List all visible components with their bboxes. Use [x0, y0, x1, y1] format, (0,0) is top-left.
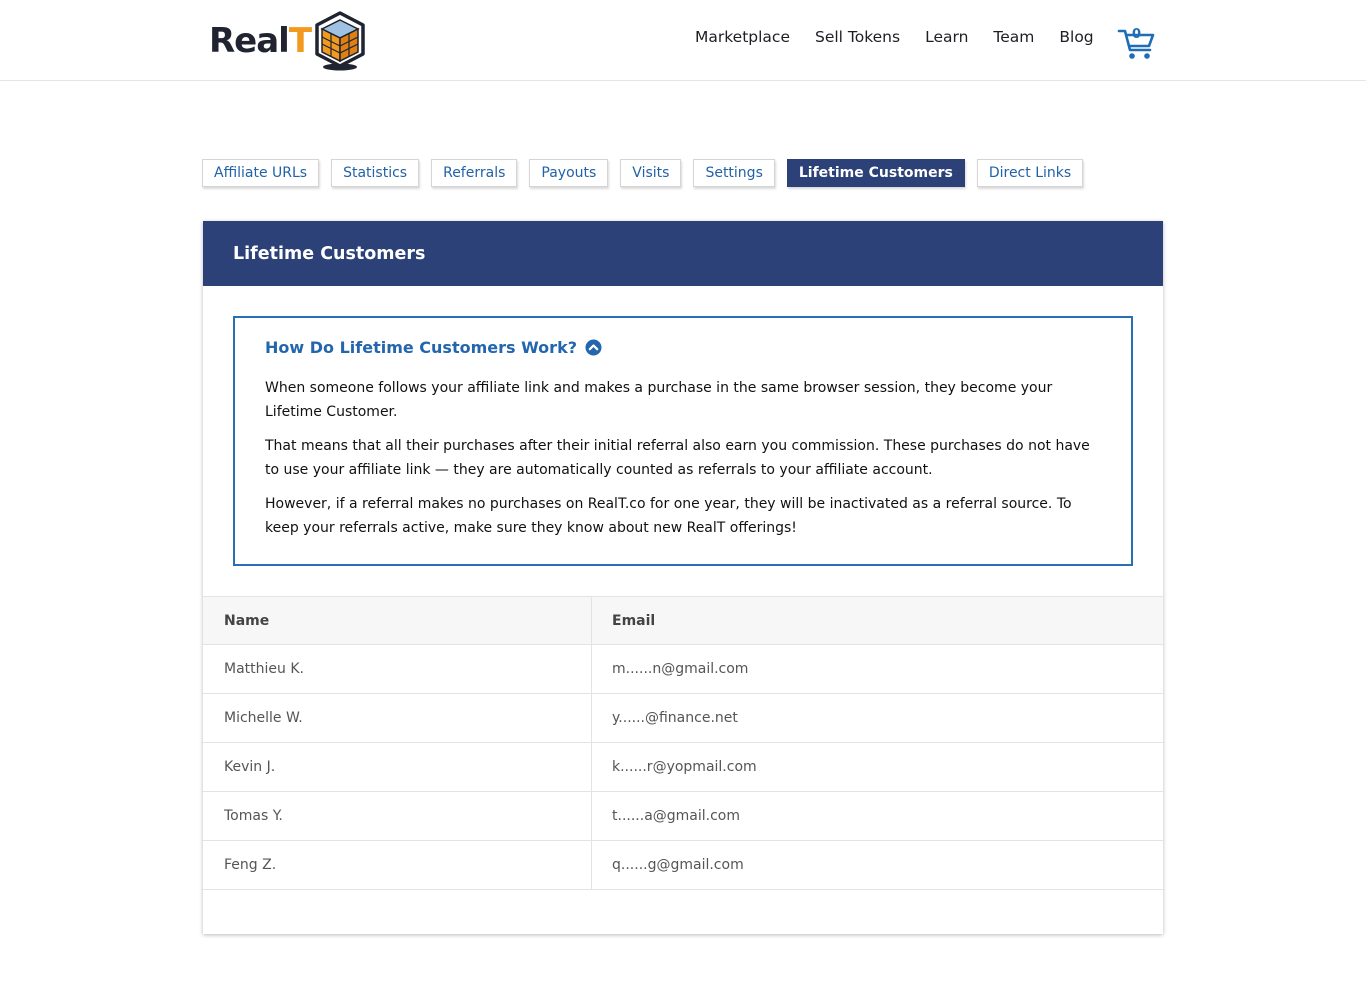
customer-name: Michelle W. [203, 694, 592, 742]
cart-count-badge: 0 [1132, 27, 1142, 42]
cube-logo-icon [313, 10, 367, 72]
customer-name: Feng Z. [203, 841, 592, 889]
lifetime-customers-panel [203, 221, 1163, 934]
table-row [203, 792, 1163, 841]
tab-direct-links[interactable]: Direct Links [977, 159, 1083, 187]
info-box [233, 316, 1133, 566]
table-row [203, 841, 1163, 890]
nav-learn[interactable]: Learn [925, 28, 969, 46]
main-nav [695, 28, 1094, 46]
column-header-name: Name [203, 597, 592, 644]
table-header-row [203, 597, 1163, 645]
tab-referrals[interactable]: Referrals [431, 159, 517, 187]
customer-email: q......g@gmail.com [612, 857, 744, 873]
customer-email: k......r@yopmail.com [612, 759, 757, 775]
nav-team[interactable]: Team [993, 28, 1035, 46]
realt-logo[interactable] [209, 10, 367, 72]
chevron-up-circle-icon [585, 339, 602, 356]
table-row [203, 694, 1163, 743]
table-row [203, 645, 1163, 694]
logo-text: RealT [209, 21, 312, 61]
info-paragraph-2: That means that all their purchases after their initial referral also earn you commission. These purchases do not have to use your affiliate link — they are automatically counted as referrals to your affiliate account. [265, 438, 1090, 478]
cart-button[interactable] [1117, 25, 1157, 61]
tab-statistics[interactable]: Statistics [331, 159, 419, 187]
site-header [0, 0, 1366, 81]
info-paragraph-1: When someone follows your affiliate link and makes a purchase in the same browser session, they become your Lifetime Customer. [265, 380, 1053, 420]
info-title: How Do Lifetime Customers Work? [265, 338, 577, 357]
customer-email: y......@finance.net [612, 710, 738, 726]
customer-name: Kevin J. [203, 743, 592, 791]
customer-name: Matthieu K. [203, 645, 592, 693]
panel-title: Lifetime Customers [233, 243, 426, 264]
tab-payouts[interactable]: Payouts [529, 159, 608, 187]
tab-affiliate-urls[interactable]: Affiliate URLs [202, 159, 319, 187]
tab-settings[interactable]: Settings [693, 159, 774, 187]
info-paragraph-3: However, if a referral makes no purchases on RealT.co for one year, they will be inactivated as a referral source. To keep your referrals active, make sure they know about new RealT offerings! [265, 496, 1072, 536]
nav-sell-tokens[interactable]: Sell Tokens [814, 28, 901, 46]
customers-table [203, 596, 1163, 890]
info-toggle[interactable] [265, 338, 1101, 357]
panel-header [203, 221, 1163, 286]
customer-email: t......a@gmail.com [612, 808, 741, 824]
nav-marketplace[interactable]: Marketplace [695, 28, 790, 46]
tab-visits[interactable]: Visits [620, 159, 681, 187]
customer-name: Tomas Y. [203, 792, 592, 840]
customer-email: m......n@gmail.com [612, 661, 749, 677]
table-row [203, 743, 1163, 792]
nav-blog[interactable]: Blog [1059, 28, 1094, 46]
tab-lifetime-customers[interactable]: Lifetime Customers [787, 159, 965, 187]
affiliate-tabs [202, 159, 1095, 187]
column-header-email: Email [612, 612, 656, 629]
